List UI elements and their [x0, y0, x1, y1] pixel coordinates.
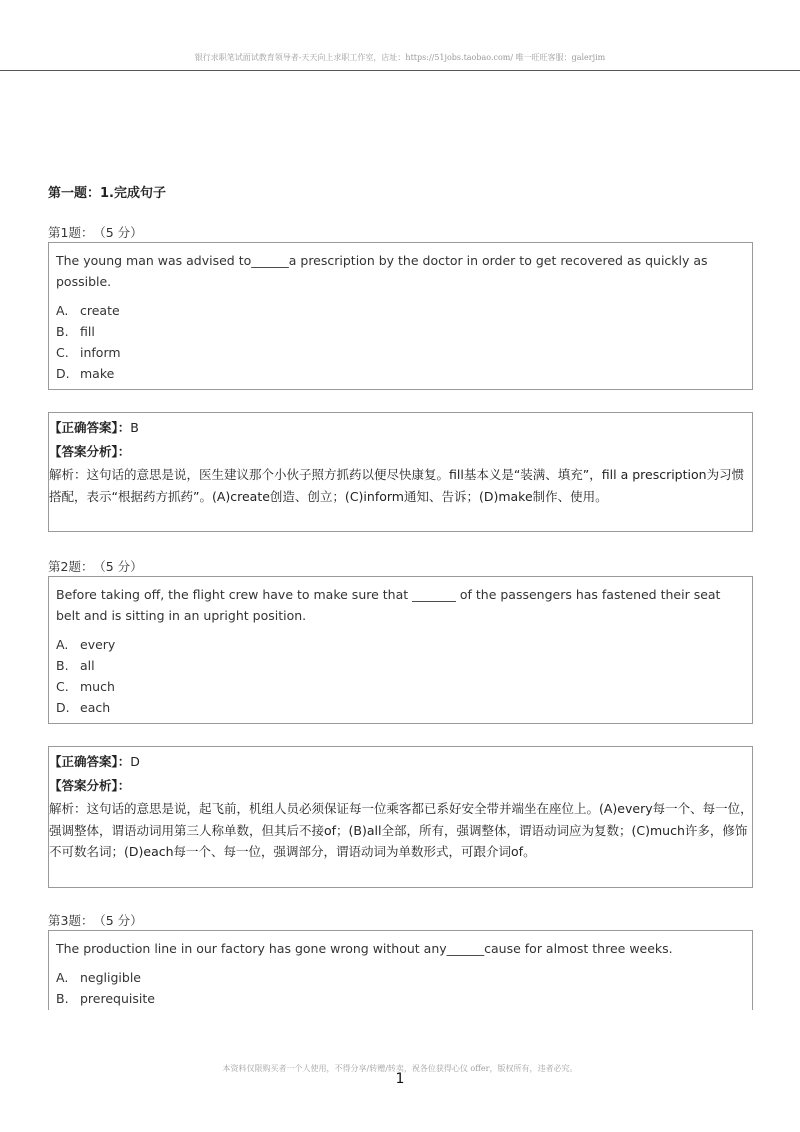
option-letter: A. — [56, 303, 69, 318]
section-title: 第一题：1.完成句子 — [48, 186, 166, 201]
question-3-label — [48, 911, 143, 929]
analysis-text: 解析：这句话的意思是说，起飞前，机组人员必须保证每一位乘客都已系好安全带并端坐在座位上。(A)every每一个、每一位，强调整体，谓语动词用第三人称单数，但其后不接of；(B)all全部，所有，强调整体，谓语动词应为复数；(C)much许多，修饰不可数名词；(D)each每一个、每一位，强调部分，谓语动词为单数形式，可跟介词of。 — [49, 801, 753, 859]
option-b[interactable] — [56, 324, 95, 339]
option-b[interactable] — [56, 658, 95, 673]
analysis-text: 解析：这句话的意思是说，医生建议那个小伙子照方抓药以便尽快康复。fill基本义是“装满、填充”，fill a prescription为习惯搭配，表示“根据药方抓药”。(A)create创造、创立；(C)inform通知、告诉；(D)make制作、使用。 — [49, 467, 745, 504]
option-text: all — [80, 658, 95, 673]
question-score: （5 分） — [99, 559, 143, 574]
option-d[interactable] — [56, 366, 114, 381]
question-2-box — [48, 576, 753, 724]
option-text: much — [80, 679, 115, 694]
option-text: negligible — [80, 970, 141, 985]
header-divider — [0, 70, 800, 71]
option-d[interactable] — [56, 700, 110, 715]
question-text: Before taking off, the flight crew have to make sure that _______ of the passengers has fastened their seat belt and is sitting in an upright position. — [56, 587, 721, 623]
question-number: 第3题： — [48, 913, 94, 928]
option-a[interactable] — [56, 303, 120, 318]
question-1-box — [48, 242, 753, 390]
option-text: create — [80, 303, 120, 318]
answer-2-box — [48, 746, 753, 888]
option-letter: A. — [56, 637, 69, 652]
analysis-label: 【答案分析】： — [49, 778, 131, 793]
correct-answer-label: 【正确答案】： — [49, 420, 131, 435]
option-b[interactable] — [56, 991, 155, 1006]
question-3-box — [48, 930, 753, 1010]
question-score: （5 分） — [99, 225, 143, 240]
analysis-label: 【答案分析】： — [49, 444, 131, 459]
option-a[interactable] — [56, 970, 141, 985]
correct-answer-line — [49, 752, 752, 770]
option-text: inform — [80, 345, 121, 360]
page-number: 1 — [395, 1071, 405, 1087]
option-text: every — [80, 637, 116, 652]
option-c[interactable] — [56, 345, 121, 360]
correct-answer-value: B — [130, 420, 139, 435]
question-number: 第2题： — [48, 559, 94, 574]
option-letter: C. — [56, 679, 69, 694]
option-letter: A. — [56, 970, 69, 985]
footer-notice: 本资料仅限购买者一个人使用，不得分享/转赠/转卖，祝各位获得心仪 offer，版权所有，违者必究。 — [222, 1064, 578, 1073]
question-number: 第1题： — [48, 225, 94, 240]
option-text: prerequisite — [80, 991, 155, 1006]
option-text: fill — [80, 324, 95, 339]
option-letter: B. — [56, 991, 69, 1006]
option-letter: B. — [56, 658, 69, 673]
option-letter: C. — [56, 345, 69, 360]
option-letter: B. — [56, 324, 69, 339]
option-text: make — [80, 366, 115, 381]
correct-answer-line — [49, 418, 752, 436]
option-letter: D. — [56, 700, 70, 715]
header-watermark: 银行求职笔试面试教育领导者-天天向上求职工作室，店址：https://51jobs.taobao.com/ 唯一旺旺客服：galerjim — [194, 53, 606, 62]
option-text: each — [80, 700, 111, 715]
answer-1-box — [48, 412, 753, 532]
correct-answer-label: 【正确答案】： — [49, 754, 131, 769]
question-2-label — [48, 557, 143, 575]
correct-answer-value: D — [130, 754, 140, 769]
question-text: The production line in our factory has gone wrong without any______cause for almost three weeks. — [56, 941, 673, 956]
option-letter: D. — [56, 366, 70, 381]
question-text: The young man was advised to______a prescription by the doctor in order to get recovered as quickly as possible. — [56, 253, 708, 289]
option-c[interactable] — [56, 679, 115, 694]
option-a[interactable] — [56, 637, 115, 652]
question-score: （5 分） — [99, 913, 143, 928]
question-1-label — [48, 223, 143, 241]
